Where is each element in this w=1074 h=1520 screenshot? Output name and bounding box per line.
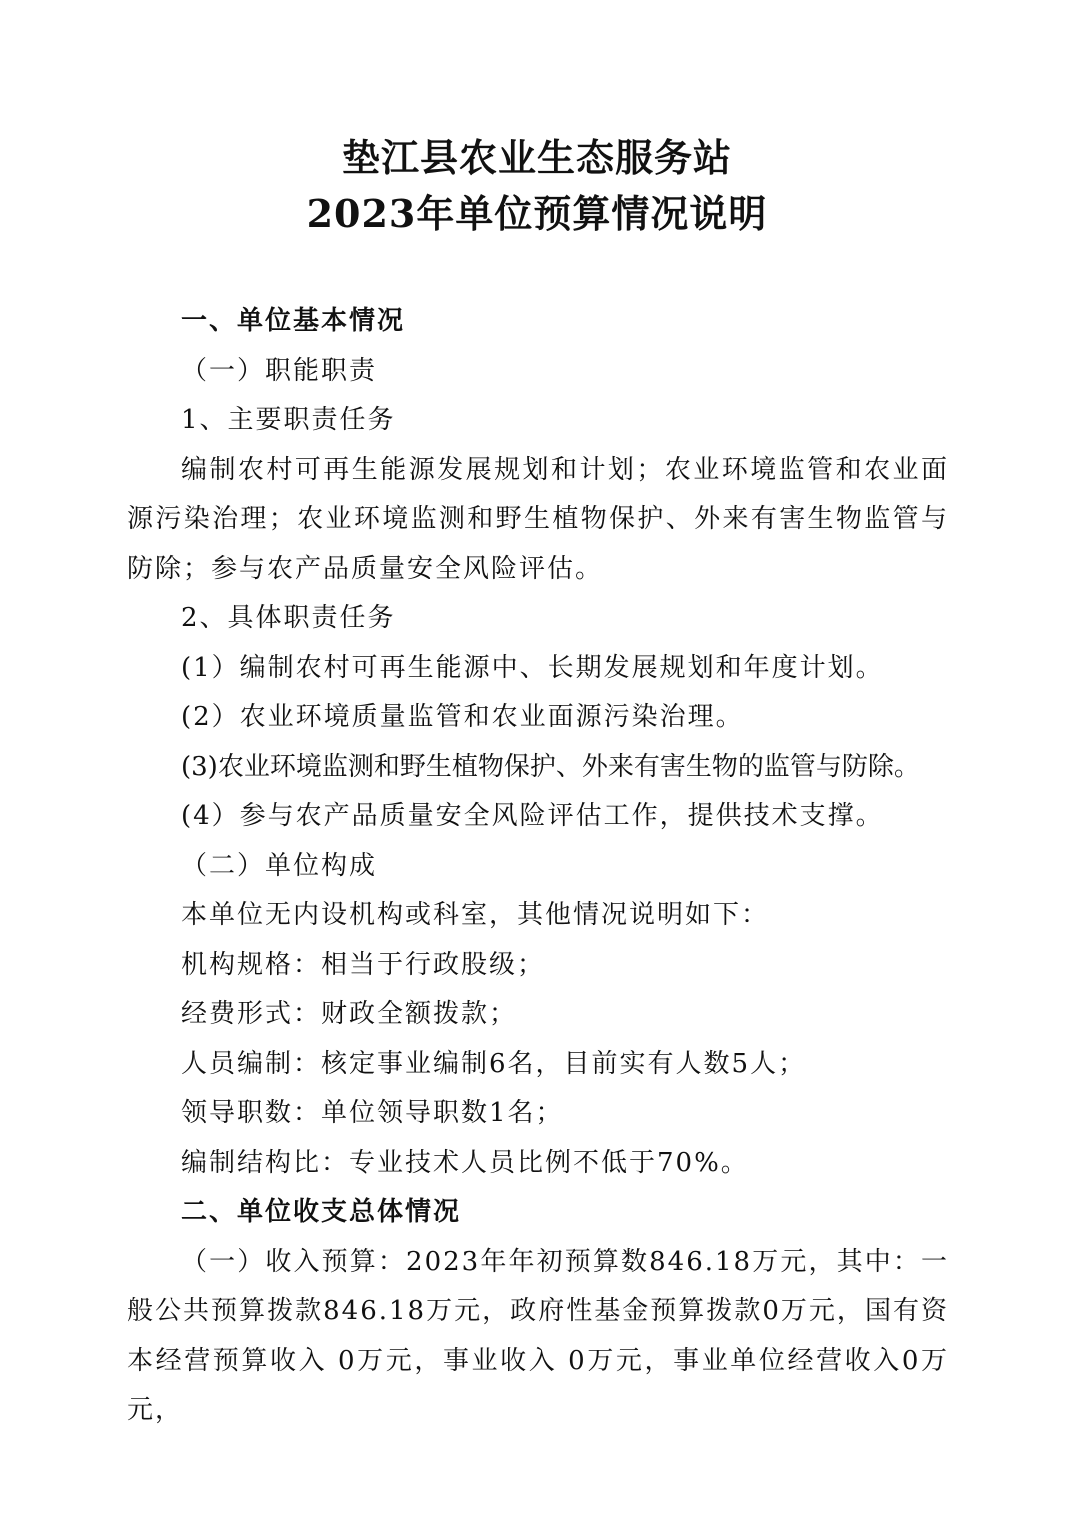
sub2-heading: （二）单位构成 (181, 850, 378, 881)
duty-item-1: (1）编制农村可再生能源中、长期发展规划和年度计划。 (181, 652, 884, 683)
document-title-line1: 垫江县农业生态服务站 (341, 135, 732, 180)
structure-item-3: 人员编制：核定事业编制6名，目前实有人数5人； (181, 1048, 807, 1079)
item2-heading: 2、具体职责任务 (181, 603, 396, 633)
document-body (127, 297, 949, 1425)
sub1-heading: （一）职能职责 (181, 355, 378, 386)
section1-heading: 一、单位基本情况 (181, 306, 406, 336)
structure-item-2: 经费形式：财政全额拨款； (181, 999, 518, 1029)
document-title-line2: 2023年单位预算情况说明 (306, 191, 768, 236)
structure-intro: 本单位无内设机构或科室，其他情况说明如下： (181, 900, 770, 930)
section2-heading: 二、单位收支总体情况 (181, 1197, 462, 1227)
structure-item-5: 编制结构比：专业技术人员比例不低于70%。 (181, 1147, 749, 1178)
duty-item-2: (2）农业环境质量监管和农业面源污染治理。 (181, 702, 744, 732)
item1-paragraph: 编制农村可再生能源发展规划和计划；农业环境监管和农业面源污染治理；农业环境监测和野生植物保护、外来有害生物监管与防除；参与农产品质量安全风险评估。 (127, 454, 949, 584)
item1-heading: 1、主要职责任务 (181, 405, 396, 435)
income-paragraph: （一）收入预算：2023年年初预算数846.18万元，其中：一般公共预算拨款846.18万元，政府性基金预算拨款0万元，国有资本经营预算收入 0万元，事业收入 0万元，事业单位经营收入0万元， (127, 1246, 949, 1425)
structure-item-4: 领导职数：单位领导职数1名； (181, 1098, 564, 1128)
duty-item-4: (4）参与农产品质量安全风险评估工作，提供技术支撑。 (181, 801, 884, 831)
duty-item-3: (3)农业环境监测和野生植物保护、外来有害生物的监管与防除。 (181, 751, 920, 782)
structure-item-1: 机构规格：相当于行政股级； (181, 949, 546, 980)
